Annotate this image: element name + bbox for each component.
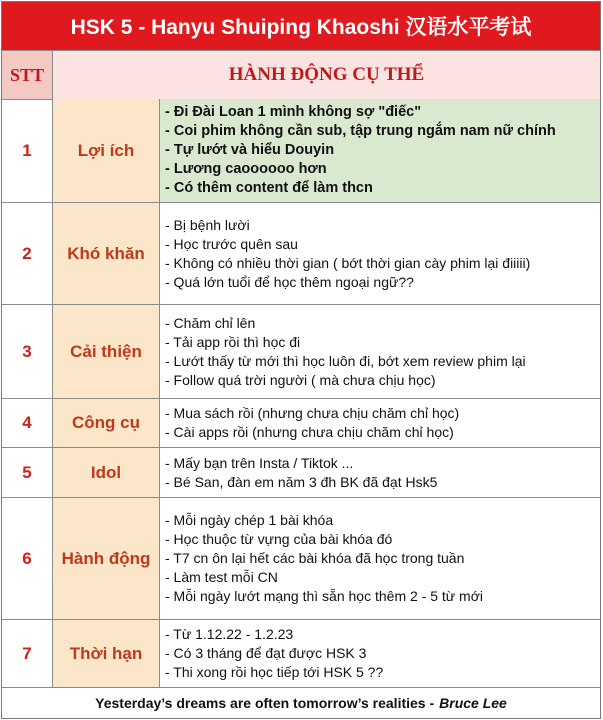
table-title: HSK 5 - Hanyu Shuiping Khaoshi 汉语水平考试 xyxy=(2,2,600,51)
row-number: 7 xyxy=(2,620,53,687)
list-item: - Học trước quên sau xyxy=(165,235,298,252)
row-number: 6 xyxy=(2,498,53,619)
hsk-plan-table xyxy=(1,1,601,719)
row-number: 5 xyxy=(2,448,53,497)
list-item: - Mỗi ngày chép 1 bài khóa xyxy=(165,512,334,528)
table-row xyxy=(2,399,600,448)
table-row xyxy=(2,203,600,305)
row-items xyxy=(160,99,600,202)
list-item: - Mấy bạn trên Insta / Tiktok ... xyxy=(165,454,354,471)
list-item: - Đi Đài Loan 1 mình không sợ "điếc" xyxy=(165,104,422,120)
row-category: Cải thiện xyxy=(53,305,160,398)
header-row xyxy=(2,51,600,100)
header-stt: STT xyxy=(2,51,53,99)
row-items xyxy=(160,448,600,497)
list-item: - Tải app rồi thì học đi xyxy=(165,333,301,350)
list-item: - Có thêm content để làm thcn xyxy=(165,180,373,196)
table-row xyxy=(2,305,600,399)
list-item: - Có 3 tháng để đạt được HSK 3 xyxy=(165,645,367,661)
row-category: Lợi ích xyxy=(53,99,160,202)
list-item: - Thi xong rồi học tiếp tới HSK 5 ?? xyxy=(165,664,384,680)
footer-quote: Yesterday’s dreams are often tomorrow’s realities - xyxy=(95,695,435,711)
list-item: - Làm test mỗi CN xyxy=(165,569,278,585)
list-item: - Chăm chỉ lên xyxy=(165,314,256,331)
row-category: Hành động xyxy=(53,498,160,619)
list-item: - Học thuộc từ vựng của bài khóa đó xyxy=(165,531,393,547)
table-row xyxy=(2,99,600,203)
footer-author: Bruce Lee xyxy=(439,695,507,711)
row-number: 4 xyxy=(2,399,53,447)
list-item: - Mua sách rồi (nhưng chưa chịu chăm chỉ học) xyxy=(165,405,460,421)
list-item: - Từ 1.12.22 - 1.2.23 xyxy=(165,626,294,642)
footer-quote-row xyxy=(2,688,600,718)
header-action: HÀNH ĐỘNG CỤ THỂ xyxy=(53,51,600,99)
list-item: - Bị bệnh lười xyxy=(165,216,250,233)
row-number: 3 xyxy=(2,305,53,398)
list-item: - Mỗi ngày lướt mạng thì sẵn học thêm 2 - 5 từ mới xyxy=(165,588,484,604)
list-item: - Lướt thấy từ mới thì học luôn đi, bớt xem review phim lại xyxy=(165,352,526,369)
list-item: - Quá lớn tuổi để học thêm ngoại ngữ?? xyxy=(165,273,414,290)
row-category: Công cụ xyxy=(53,399,160,447)
list-item: - Không có nhiều thời gian ( bớt thời gian cày phim lại điiiii) xyxy=(165,254,531,271)
row-items xyxy=(160,620,600,687)
row-number: 2 xyxy=(2,203,53,304)
list-item: - Lương caoooooo hơn xyxy=(165,161,327,177)
list-item: - Cài apps rồi (nhưng chưa chịu chăm chỉ học) xyxy=(165,424,454,440)
table-row xyxy=(2,448,600,498)
list-item: - Bé San, đàn em năm 3 đh BK đã đạt Hsk5 xyxy=(165,473,438,490)
list-item: - Follow quá trời người ( mà chưa chịu học) xyxy=(165,371,436,388)
row-items xyxy=(160,498,600,619)
row-items xyxy=(160,399,600,447)
list-item: - Tự lướt và hiểu Douyin xyxy=(165,142,335,158)
list-item: - T7 cn ôn lại hết các bài khóa đã học trong tuần xyxy=(165,550,465,566)
row-items xyxy=(160,203,600,304)
row-items xyxy=(160,305,600,398)
list-item: - Coi phim không cần sub, tập trung ngắm nam nữ chính xyxy=(165,123,556,139)
table-row xyxy=(2,498,600,620)
row-category: Khó khăn xyxy=(53,203,160,304)
table-row xyxy=(2,620,600,688)
row-number: 1 xyxy=(2,99,53,202)
row-category: Thời hạn xyxy=(53,620,160,687)
row-category: Idol xyxy=(53,448,160,497)
